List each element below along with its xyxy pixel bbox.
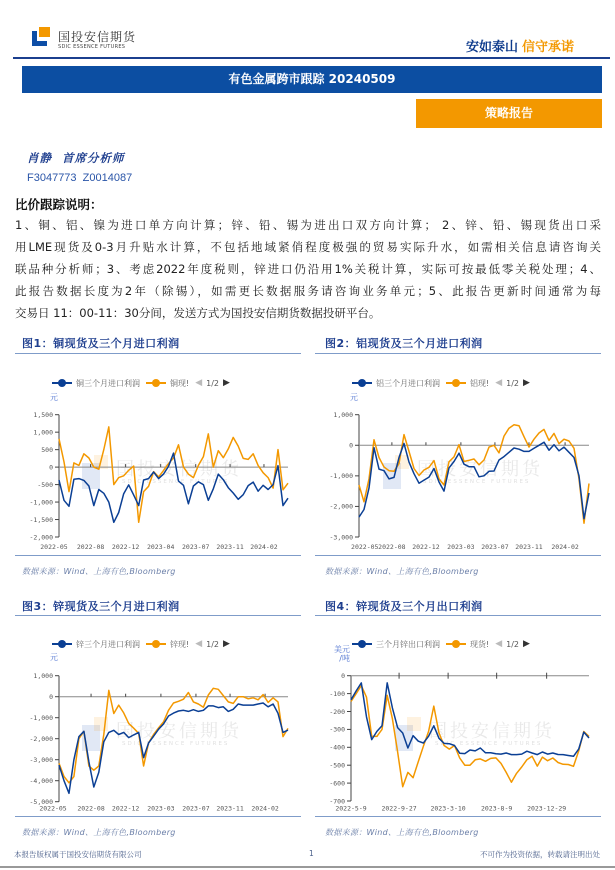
x-tick-label: 2024-02 (250, 543, 278, 551)
legend-pager (495, 639, 530, 649)
x-tick-label: 2022-12 (111, 543, 140, 551)
figure-4-source: 数据来源：Wind、上海有色,Bloomberg (325, 828, 479, 837)
legend-label: 锌三个月进口利润 (76, 639, 140, 649)
x-tick-label: 2022-05 (351, 543, 379, 551)
company-logo-icon (32, 27, 50, 46)
legend-prev-page-icon[interactable]: ◀ (495, 378, 503, 388)
company-name-en: SDIC ESSENCE FUTURES (58, 44, 126, 50)
legend-next-page-icon[interactable]: ▶ (223, 639, 230, 649)
figure-1-chart (0, 400, 305, 560)
legend-line-dot-icon (52, 639, 72, 649)
watermark-text: 国投安信期货 (116, 459, 242, 480)
slogan (466, 36, 574, 55)
legend-label: 铜现! (170, 378, 190, 388)
legend-line-dot-icon (352, 639, 372, 649)
y-tick-label: -600 (329, 779, 345, 788)
slogan-part-b: 信守承诺 (522, 40, 575, 55)
figure-3-source: 数据来源：Wind、上海有色,Bloomberg (22, 828, 176, 837)
x-tick-label: 2022-08 (378, 543, 406, 551)
legend-item[interactable] (146, 639, 189, 650)
legend-line-dot-icon (146, 639, 166, 649)
notes-heading: 比价跟踪说明： (15, 197, 103, 212)
legend-label: 铝现! (470, 378, 490, 388)
legend-prev-page-icon[interactable]: ◀ (195, 378, 203, 388)
x-tick-label: 2024-02 (551, 543, 579, 551)
y-tick-label: 0 (341, 672, 345, 680)
y-tick-label: -2,000 (29, 533, 53, 542)
legend-item[interactable] (446, 639, 489, 650)
figure-3-title: 图3：锌现货及三个月进口利润 (22, 600, 180, 613)
legend-pager (195, 639, 230, 649)
figure-1-plot (0, 400, 305, 560)
x-tick-label: 2023-8-9 (480, 804, 513, 813)
y-tick-label: -1,000 (329, 472, 353, 481)
slogan-part-a: 安如泰山 (466, 40, 519, 55)
figure-4-title: 图4：锌现货及三个月出口利润 (325, 600, 483, 613)
watermark-text: 国投安信期货 (417, 459, 543, 480)
figure-4-unit (328, 645, 350, 663)
figure-2-legend (352, 376, 530, 390)
watermark-text: 国投安信期货 (429, 721, 555, 742)
x-tick-label: 2023-11 (216, 543, 244, 551)
figure-1-title: 图1：铜现货及三个月进口利润 (22, 337, 180, 350)
legend-item[interactable] (352, 639, 440, 650)
y-tick-label: 1,500 (33, 411, 53, 419)
x-tick-label: 2022-12 (412, 543, 440, 551)
figure-1-title-rule (15, 353, 301, 354)
x-tick-label: 2022-5-9 (335, 804, 367, 813)
unit-label: 元 (50, 653, 58, 662)
figure-3-legend (52, 637, 230, 651)
watermark-text-en: SDIC ESSENCE FUTURES (122, 479, 230, 485)
figure-2-source: 数据来源：Wind、上海有色,Bloomberg (325, 567, 479, 576)
y-tick-label: -4,000 (29, 777, 53, 785)
legend-item[interactable] (52, 378, 140, 389)
legend-line-dot-icon (146, 378, 166, 388)
legend-label: 三个月锌出口利润 (376, 639, 440, 649)
watermark-text-en: SDIC ESSENCE FUTURES (423, 479, 531, 485)
y-tick-label: -1,000 (29, 714, 53, 722)
y-tick-label: -300 (329, 725, 345, 734)
legend-next-page-icon[interactable]: ▶ (223, 378, 230, 388)
figure-4-title-rule (315, 615, 601, 616)
figure-3-bottom-rule (15, 816, 301, 817)
figure-2-title: 图2：铝现货及三个月进口利润 (325, 337, 483, 350)
company-name-cn: 国投安信期货 (58, 30, 137, 44)
y-tick-label: -2,000 (29, 735, 53, 743)
series-line (359, 425, 589, 523)
footer-page-number: 1 (309, 849, 314, 858)
series-line (59, 703, 288, 793)
x-tick-label: 2022-08 (77, 804, 105, 813)
y-tick-label: -100 (329, 689, 345, 698)
legend-line-dot-icon (352, 378, 372, 388)
legend-page-indicator: 1/2 (206, 639, 220, 649)
x-tick-label: 2023-11 (216, 804, 244, 813)
notes-line: 交易日 11：00-11：30分间，发送方式为国投安信期货数据投研平台。 (15, 306, 381, 320)
figure-2-bottom-rule (315, 555, 601, 556)
y-tick-label: -1,500 (29, 515, 53, 524)
x-tick-label: 2022-05 (39, 804, 67, 813)
figure-3-title-rule (15, 615, 301, 616)
x-tick-label: 2022-08 (76, 543, 105, 551)
legend-label: 现货! (470, 639, 490, 649)
figure-4-bottom-rule (315, 816, 601, 817)
x-tick-label: 2022-9-27 (381, 804, 417, 813)
analyst-license-ids: F3047773 Z0014087 (27, 172, 133, 184)
notes-line: 用LME现货及0-3月升贴水计算，不包括地域紧俏程度极强的贸易实际升水，如需相关信息请咨询关 (15, 240, 601, 254)
report-type-badge: 策略报告 (416, 99, 602, 128)
legend-line-dot-icon (446, 378, 466, 388)
figure-2-chart (305, 400, 610, 560)
y-tick-label: -500 (37, 480, 53, 489)
series-line (351, 686, 589, 787)
notes-line: 1、铜、铝、镍为进口单方向计算；锌、铅、锡为进出口双方向计算； 2、锌、铅、锡现货出口采 (15, 218, 601, 232)
watermark-text-en: SDIC ESSENCE FUTURES (435, 741, 543, 747)
legend-page-indicator: 1/2 (506, 639, 520, 649)
series-line (59, 688, 288, 783)
header-divider (13, 57, 610, 59)
x-tick-label: 2022-05 (40, 543, 68, 551)
figure-4-plot (305, 662, 610, 822)
x-tick-label: 2024-02 (251, 804, 279, 813)
legend-label: 铝三个月进口利润 (376, 378, 440, 388)
notes-paragraph (15, 214, 601, 324)
figure-3-unit (46, 653, 58, 662)
unit-label: 元 (350, 393, 358, 402)
legend-item[interactable] (352, 378, 440, 389)
unit-label: 美元 (334, 645, 350, 654)
analyst-name: 肖静 首席分析师 (27, 151, 125, 165)
footer-disclaimer: 不可作为投资依据，转载请注明出处 (480, 850, 600, 859)
x-tick-label: 2023-07 (481, 543, 509, 551)
figure-4-legend (352, 637, 530, 651)
legend-next-page-icon[interactable]: ▶ (523, 378, 530, 388)
figure-1-legend (52, 376, 230, 390)
y-tick-label: -5,000 (29, 798, 53, 806)
x-tick-label: 2023-04 (146, 543, 175, 551)
y-tick-label: 0 (49, 693, 53, 701)
y-tick-label: 0 (49, 463, 53, 472)
watermark-text-en: SDIC ESSENCE FUTURES (122, 741, 230, 747)
y-tick-label: -700 (329, 797, 345, 806)
y-tick-label: 0 (349, 441, 353, 450)
footer-divider (0, 866, 615, 868)
y-tick-label: -2,000 (329, 502, 353, 511)
x-tick-label: 2023-07 (182, 543, 210, 551)
legend-pager (495, 378, 530, 388)
legend-item[interactable] (446, 378, 489, 389)
logo-orange-shape (39, 27, 50, 37)
series-line (59, 453, 288, 522)
figure-3-plot (0, 662, 305, 822)
legend-pager (195, 378, 230, 388)
series-line (359, 442, 589, 519)
x-tick-label: 2023-03 (447, 543, 475, 551)
legend-prev-page-icon[interactable]: ◀ (495, 639, 503, 649)
x-tick-label: 2023-07 (182, 804, 210, 813)
legend-item[interactable] (146, 378, 189, 389)
unit-label: 元 (50, 393, 58, 402)
legend-label: 锌现! (170, 639, 190, 649)
legend-label: 铜三个月进口利润 (76, 378, 140, 388)
series-line (351, 683, 589, 756)
legend-page-indicator: 1/2 (506, 378, 520, 388)
notes-line: 联品种分析师；3、考虑2022年度税则，锌进口仍沿用1%关税计算，实际可按最低零关税处理；4、 (15, 262, 601, 276)
y-tick-label: -3,000 (329, 533, 353, 542)
legend-next-page-icon[interactable]: ▶ (523, 639, 530, 649)
y-tick-label: -200 (329, 707, 345, 716)
y-tick-label: 1,000 (33, 672, 53, 680)
figure-2-plot (305, 400, 610, 560)
figure-1-source: 数据来源：Wind、上海有色,Bloomberg (22, 567, 176, 576)
x-tick-label: 2023-3-10 (430, 804, 466, 813)
watermark-text: 国投安信期货 (116, 721, 242, 742)
x-tick-label: 2023-12-29 (527, 804, 567, 813)
y-tick-label: 1,000 (33, 428, 53, 437)
x-tick-label: 2022-12 (111, 804, 140, 813)
legend-prev-page-icon[interactable]: ◀ (195, 639, 203, 649)
footer-copyright: 本报告版权属于国投安信期货有限公司 (14, 850, 142, 859)
y-tick-label: 500 (41, 445, 53, 454)
x-tick-label: 2023-03 (147, 804, 175, 813)
y-tick-label: -1,000 (29, 498, 53, 507)
legend-line-dot-icon (446, 639, 466, 649)
figure-4-chart (305, 662, 610, 822)
report-title-banner: 有色金属跨市跟踪 20240509 (22, 66, 602, 93)
legend-item[interactable] (52, 639, 140, 650)
series-line (59, 427, 288, 522)
y-tick-label: -400 (329, 743, 345, 752)
unit-label: /吨 (339, 654, 350, 663)
y-tick-label: 1,000 (333, 411, 353, 419)
x-tick-label: 2023-11 (515, 543, 543, 551)
figure-3-chart (0, 662, 305, 822)
legend-page-indicator: 1/2 (206, 378, 220, 388)
figure-1-bottom-rule (15, 555, 301, 556)
notes-line: 此报告数据长度为2年（除锡），如需更长数据服务请咨询业务单元；5、此报告更新时间通常为每 (15, 284, 601, 298)
y-tick-label: -3,000 (29, 756, 53, 764)
figure-2-title-rule (315, 353, 601, 354)
y-tick-label: -500 (329, 761, 345, 770)
legend-line-dot-icon (52, 378, 72, 388)
